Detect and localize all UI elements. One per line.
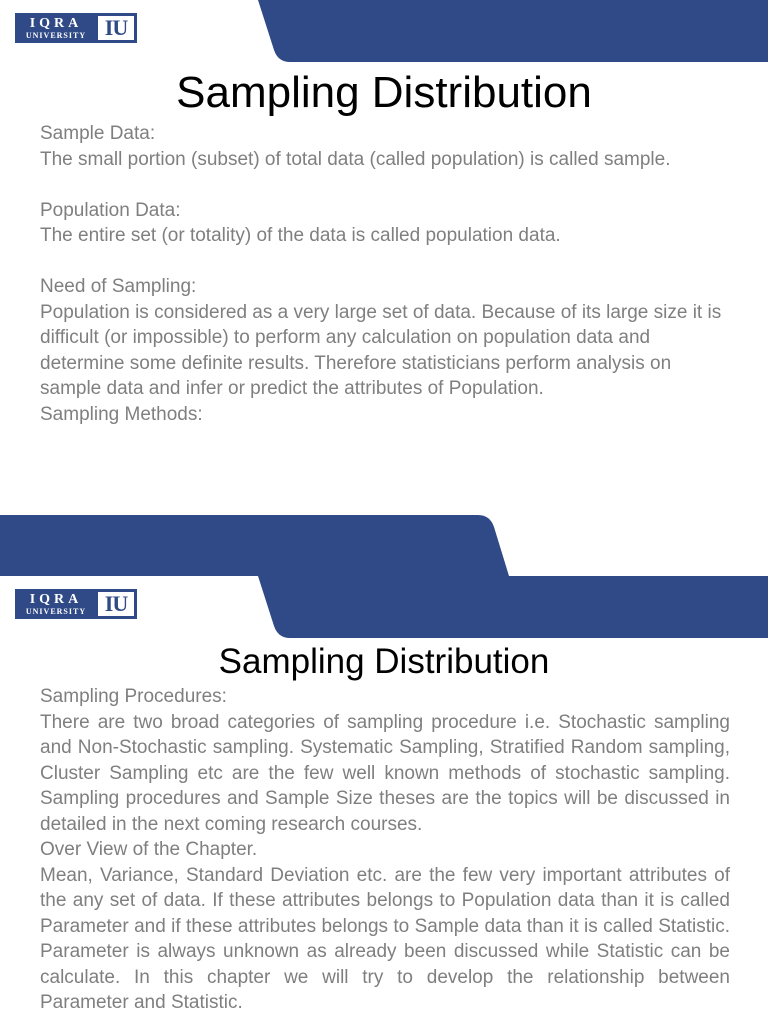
methods-heading: Sampling Methods: [40,403,203,425]
need-heading: Need of Sampling: [40,276,197,297]
slide-title: Sampling Distribution [176,68,592,117]
population-text: The entire set (or totality) of the data is called population data. [40,225,561,246]
slide-body [40,121,730,427]
logo-top-text: IQRA [29,591,83,607]
logo-bottom-text: UNIVERSITY [25,606,87,616]
procedures-heading: Sampling Procedures: [40,686,227,707]
sample-text: The small portion (subset) of total data (called population) is called sample. [40,148,671,170]
need-text: Population is considered as a very large set of data. Because of its large size it is difficult (or impossible) to perform any calculation on population data and determine some definite results. Therefore statisticians perform analysis on sample data and infer or predict the attributes of Population. [40,301,722,399]
logo-bottom-text: UNIVERSITY [25,30,87,40]
sample-heading: Sample Data: [40,123,156,144]
logo-mark: IU [98,592,134,616]
overview-text: Mean, Variance, Standard Deviation etc. are the few very important attributes of the any set of data. If these attributes belongs to Population data than it is called Parameter and if these attributes belongs to Sample data than it is called Statistic. Parameter is always unknown as already been discussed while Statistic can be calculate. In this chapter we will try to develop the relationship between Parameter and Statistic. [40,864,730,1013]
population-heading: Population Data: [40,199,181,221]
slide-2 [0,576,768,1024]
logo-mark: IU [98,16,134,40]
slide-body [40,684,730,1016]
university-logo [15,13,137,43]
slide-title: Sampling Distribution [218,642,550,681]
footer-band [0,515,768,576]
university-logo [15,589,137,619]
logo-top-text: IQRA [29,15,83,31]
overview-heading: Over View of the Chapter. [40,839,258,860]
procedures-text: There are two broad categories of sampling procedure i.e. Stochastic sampling and Non-Stochastic sampling. Systematic Sampling, Stratified Random sampling, Cluster Sampling etc are the few well known methods of stochastic sampling. Sampling procedures and Sample Size theses are the topics will be discussed in detailed in the next coming research courses. [40,711,730,835]
